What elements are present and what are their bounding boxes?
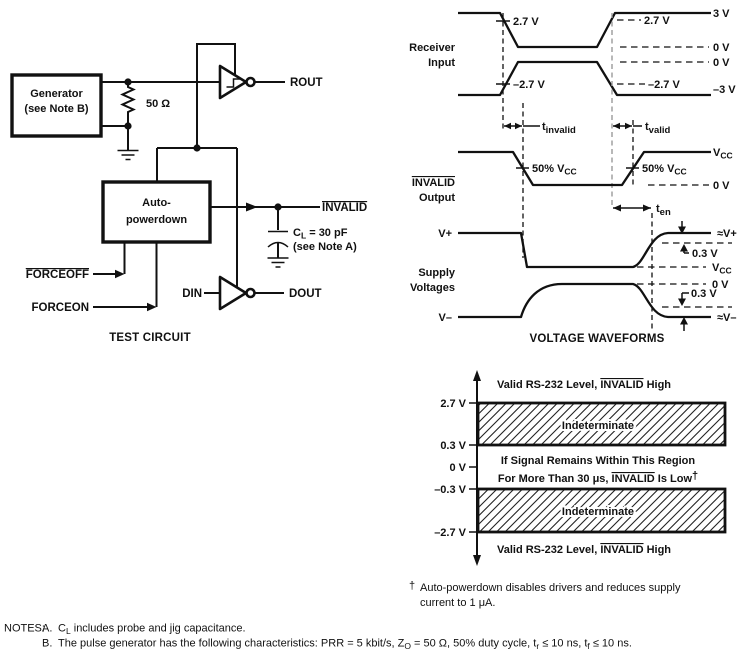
footnote-dagger-icon: † — [409, 580, 416, 592]
condition-text-line1: If Signal Remains Within This Region — [500, 455, 696, 467]
resistor-icon — [123, 82, 134, 126]
notes-heading: NOTES: — [4, 622, 45, 635]
inverter-bubble-icon — [247, 78, 255, 86]
level-label-3v: 3 V — [713, 8, 730, 20]
vminus-supply-trace — [458, 284, 711, 317]
receiver-input-positive-trace — [458, 13, 711, 47]
note-a-sub: L — [65, 626, 71, 636]
t-sub: valid — [648, 125, 671, 136]
t-sub: en — [659, 207, 671, 218]
inverter-bubble-icon — [247, 289, 255, 297]
rs232-level-diagram — [409, 370, 725, 609]
arrowhead-icon — [678, 299, 686, 307]
pct-sub: CC — [674, 166, 687, 177]
ground-icon — [118, 126, 139, 160]
approx-vplus-label: ≈V+ — [717, 228, 737, 240]
ground-bars — [118, 151, 139, 160]
level-label-m3v: –3 V — [713, 84, 736, 96]
t-base: t — [542, 121, 546, 133]
axis-label: –2.7 V — [434, 527, 466, 539]
din-label: DIN — [182, 288, 202, 300]
pct-base: 50% V — [532, 163, 565, 175]
axis-label: 2.7 V — [440, 398, 466, 410]
caption-post: High — [643, 379, 672, 391]
note-b-seg: ≤ 10 ns. — [589, 637, 632, 650]
footnote-line2: current to 1 μA. — [420, 597, 496, 609]
level-label-0v: 0 V — [713, 180, 730, 192]
test-circuit-caption: TEST CIRCUIT — [109, 332, 191, 344]
voltage-waveforms — [409, 8, 737, 345]
t-valid-dimension — [613, 121, 671, 136]
arrowhead-icon — [680, 244, 688, 252]
resistor-label: 50 Ω — [146, 98, 171, 110]
arrowhead-icon — [613, 205, 621, 212]
caption-invalid: INVALID — [600, 544, 644, 556]
arrowhead-icon — [246, 203, 258, 212]
cl-label — [293, 227, 348, 241]
note-a-base: C — [58, 622, 66, 635]
caption-invalid: INVALID — [600, 379, 644, 391]
vcc-sub: CC — [719, 265, 732, 276]
note-a-text — [58, 623, 246, 637]
axis-label: 0 V — [449, 462, 466, 474]
footnote-line1: Auto-powerdown disables drivers and reduces supply — [420, 582, 681, 594]
arrowhead-icon — [147, 303, 157, 311]
receiver-input-label-2: Input — [428, 57, 455, 69]
cl-sub: L — [300, 230, 307, 241]
cl-value: = 30 pF — [306, 227, 348, 239]
test-circuit — [12, 44, 367, 344]
apd-label-1: Auto- — [142, 197, 171, 209]
voltage-waveforms-caption: VOLTAGE WAVEFORMS — [529, 333, 665, 345]
valid-level-caption-bottom — [497, 544, 671, 556]
supply-voltages-label-1: Supply — [418, 267, 455, 279]
apd-label-2: powerdown — [125, 214, 188, 226]
note-b-sub: r — [536, 641, 540, 651]
cond-pre: For More Than 30 μs, — [497, 473, 612, 485]
rout-label: ROUT — [290, 77, 323, 89]
junction-dot — [193, 144, 200, 151]
t-en-label — [656, 203, 671, 218]
zero-point-three-v-label: 0.3 V — [691, 288, 717, 300]
supply-voltages-label-2: Voltages — [409, 282, 455, 294]
cl-base: C — [293, 227, 301, 239]
threshold-label: –2.7 V — [648, 79, 680, 91]
vcc-sub: CC — [720, 150, 733, 161]
capacitor-icon — [268, 207, 288, 258]
threshold-label: 2.7 V — [644, 15, 670, 27]
arrowhead-icon — [613, 123, 620, 129]
valid-level-caption-top — [497, 379, 671, 391]
t-base: t — [645, 121, 649, 133]
note-b-sub: f — [587, 641, 590, 651]
indeterminate-label: Indeterminate — [561, 506, 635, 518]
upper-0p3v-dimension — [678, 221, 718, 260]
arrowhead-icon — [115, 270, 125, 278]
t-valid-label — [645, 121, 671, 136]
pct-sub: CC — [564, 166, 577, 177]
zero-point-three-v-label: 0.3 V — [692, 248, 718, 260]
vcc-level-label — [712, 262, 732, 276]
threshold-label: 2.7 V — [513, 16, 539, 28]
invalid-signal-label: INVALID — [322, 202, 368, 214]
notes — [4, 623, 632, 652]
ground-bars — [268, 258, 289, 267]
axis-label: –0.3 V — [434, 484, 466, 496]
threshold-label: –2.7 V — [513, 79, 545, 91]
caption-post: High — [643, 544, 672, 556]
level-label-0v: 0 V — [713, 57, 730, 69]
forceoff-label: FORCEOFF — [25, 269, 89, 281]
t-sub: invalid — [545, 125, 576, 136]
forceon-label: FORCEON — [31, 302, 89, 314]
arrowhead-icon — [643, 205, 651, 212]
vplus-label: V+ — [438, 228, 452, 240]
cond-post: Is Low — [654, 473, 693, 485]
note-b-seg: = 50 Ω, 50% duty cycle, t — [410, 637, 537, 650]
note-b-text — [58, 638, 632, 652]
dagger-icon: † — [692, 470, 699, 482]
vcc-base: V — [712, 262, 720, 274]
dout-label: DOUT — [289, 288, 322, 300]
axis-arrow-down-icon — [473, 555, 481, 566]
driver-inverter-icon — [220, 277, 246, 309]
caption-pre: Valid RS-232 Level, — [496, 544, 601, 556]
arrowhead-icon — [515, 123, 522, 129]
vminus-label: V– — [438, 312, 452, 324]
note-b-seg: The pulse generator has the following characteristics: PRR = 5 kbit/s, Z — [58, 637, 405, 650]
fifty-pct-vcc-label — [642, 163, 687, 177]
note-b-seg: ≤ 10 ns, t — [539, 637, 588, 650]
generator-note-label: (see Note B) — [24, 103, 89, 115]
t-en-dimension — [613, 203, 671, 218]
wire-apd-to-receiver — [197, 44, 235, 148]
auto-powerdown-box — [103, 182, 210, 242]
indeterminate-label: Indeterminate — [561, 420, 635, 432]
t-invalid-dimension — [504, 121, 576, 136]
generator-label: Generator — [30, 88, 83, 100]
vplus-supply-trace — [458, 233, 711, 267]
pct-base: 50% V — [642, 163, 675, 175]
vcc-level-label — [713, 147, 733, 161]
lower-0p3v-dimension — [678, 288, 717, 331]
fifty-pct-vcc-label — [532, 163, 577, 177]
vcc-base: V — [713, 147, 721, 159]
approx-vminus-label: ≈V– — [717, 312, 737, 324]
condition-text-line2 — [498, 470, 698, 485]
cl-note-label: (see Note A) — [293, 241, 357, 253]
level-label-0v: 0 V — [713, 42, 730, 54]
axis-label: 0.3 V — [440, 440, 466, 452]
level-label-0v: 0 V — [712, 279, 729, 291]
note-b-index: B. — [42, 637, 53, 650]
invalid-output-label-1: INVALID — [411, 177, 455, 189]
t-invalid-label — [542, 121, 576, 136]
note-a-index: A. — [42, 622, 53, 635]
ground-icon — [268, 258, 289, 267]
note-a-rest: includes probe and jig capacitance. — [70, 622, 246, 635]
arrowhead-icon — [504, 123, 511, 129]
junction-dot — [124, 78, 131, 85]
arrowhead-icon — [625, 123, 632, 129]
axis-arrow-up-icon — [473, 370, 481, 381]
note-b-sub: O — [404, 641, 411, 651]
invalid-output-label-2: Output — [418, 192, 455, 204]
receiver-input-label-1: Receiver — [409, 42, 455, 54]
caption-pre: Valid RS-232 Level, — [496, 379, 601, 391]
t-base: t — [656, 203, 660, 215]
cond-invalid: INVALID — [611, 473, 655, 485]
